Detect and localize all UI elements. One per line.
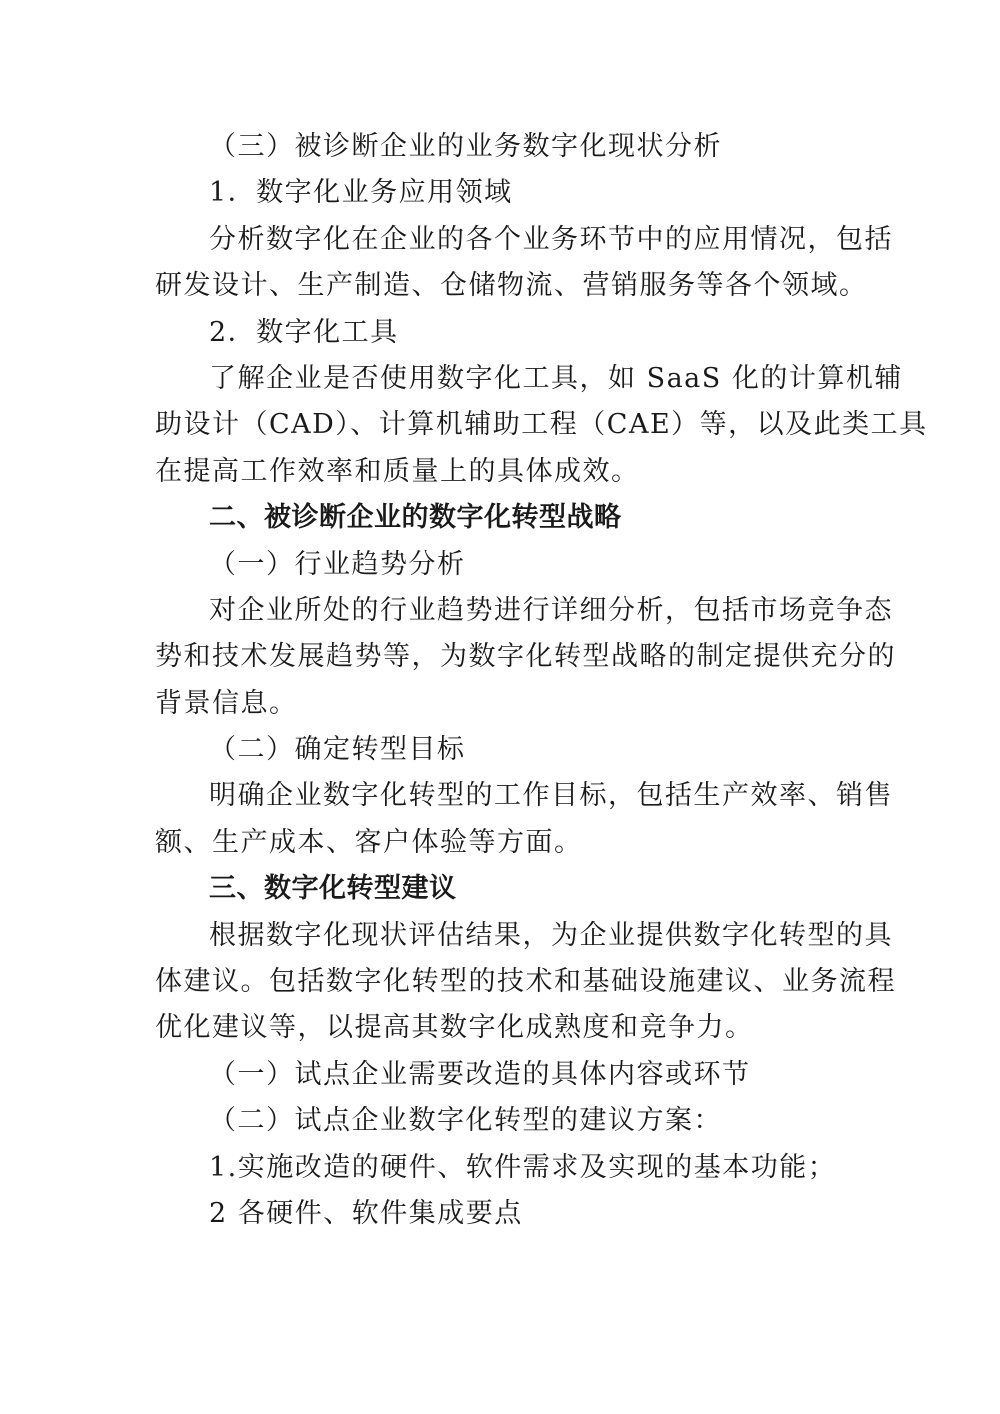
- subsection-heading: （二）确定转型目标: [209, 734, 466, 766]
- list-item: 1.实施改造的硬件、软件需求及实现的基本功能；: [209, 1151, 837, 1183]
- paragraph-line: 助设计（CAD）、计算机辅助工程（CAE）等，以及此类工具: [155, 409, 928, 441]
- paragraph-line: 分析数字化在企业的各个业务环节中的应用情况，包括: [209, 223, 893, 255]
- section-heading: 三、数字化转型建议: [209, 873, 457, 905]
- paragraph-line: 在提高工作效率和质量上的具体成效。: [155, 455, 640, 487]
- paragraph-line: 对企业所处的行业趋势进行详细分析，包括市场竞争态: [209, 594, 893, 626]
- subsection-heading: （二）试点企业数字化转型的建议方案：: [209, 1105, 722, 1137]
- list-item: 2 各硬件、软件集成要点: [209, 1197, 523, 1229]
- paragraph-line: 研发设计、生产制造、仓储物流、营销服务等各个领域。: [155, 270, 868, 302]
- item-heading: 2．数字化工具: [209, 316, 399, 348]
- section-heading: 二、被诊断企业的数字化转型战略: [209, 502, 622, 534]
- subsection-heading: （一）试点企业需要改造的具体内容或环节: [209, 1058, 751, 1090]
- paragraph-line: 根据数字化现状评估结果，为企业提供数字化转型的具: [209, 919, 893, 951]
- paragraph-line: 额、生产成本、客户体验等方面。: [155, 826, 583, 858]
- paragraph-line: 背景信息。: [155, 687, 298, 719]
- paragraph-line: 明确企业数字化转型的工作目标，包括生产效率、销售: [209, 780, 893, 812]
- subsection-heading: （一）行业趋势分析: [209, 548, 466, 580]
- paragraph-line: 了解企业是否使用数字化工具，如 SaaS 化的计算机辅: [209, 362, 903, 394]
- document-body: [155, 124, 928, 1237]
- paragraph-line: 势和技术发展趋势等，为数字化转型战略的制定提供充分的: [155, 641, 896, 673]
- subsection-heading: （三）被诊断企业的业务数字化现状分析: [209, 131, 722, 162]
- paragraph-line: 优化建议等，以提高其数字化成熟度和竞争力。: [155, 1012, 754, 1044]
- paragraph-line: 体建议。包括数字化转型的技术和基础设施建议、业务流程: [155, 966, 896, 998]
- item-heading: 1．数字化业务应用领域: [209, 177, 513, 209]
